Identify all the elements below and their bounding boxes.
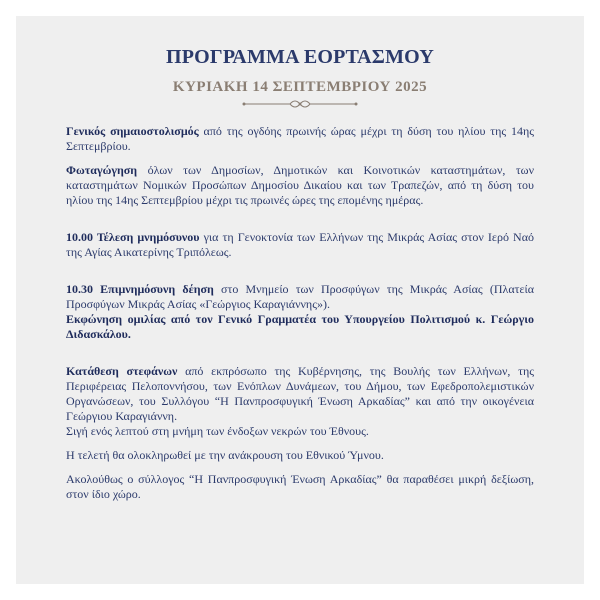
item-anthem: Η τελετή θα ολοκληρωθεί με την ανάκρουση του Εθνικού Ύμνου. <box>66 448 384 462</box>
page-title: ΠΡΟΓΡΑΜΜΑ ΕΟΡΤΑΣΜΟΥ <box>165 46 435 68</box>
decorative-divider-icon <box>240 98 360 110</box>
item-speech: Εκφώνηση ομιλίας από τον Γενικό Γραμματέα του Υπουργείου Πολιτισμού κ. Γεώργιο Διδασκάλου. <box>66 312 534 341</box>
item-prayer: 10.30 Επιμνημόσυνη δέηση στο Μνημείο των Προσφύγων της Μικράς Ασίας (Πλατεία Προσφύγων Μικράς Ασίας «Γεώργιος Καραγιάννης»). <box>66 282 534 311</box>
item-reception: Ακολούθως ο σύλλογος “Η Πανπροσφυγική Ένωση Αρκαδίας” θα παραθέσει μικρή δεξίωση, στον ίδιο χώρο. <box>66 472 534 501</box>
item-memorial-service: 10.00 Τέλεση μνημόσυνου για τη Γενοκτονία των Ελλήνων της Μικράς Ασίας στον Ιερό Ναό της Αγίας Αικατερίνης Τριπόλεως. <box>66 230 534 259</box>
item-flags: Γενικός σημαιοστολισμός από της ογδόης πρωινής ώρας μέχρι τη δύση του ηλίου της 14ης Σεπτεμβρίου. <box>66 124 534 153</box>
program-card <box>16 16 584 584</box>
event-date: ΚΥΡΙΑΚΗ 14 ΣΕΠΤΕΜΒΡΙΟΥ 2025 <box>172 79 428 95</box>
program-body <box>66 124 534 502</box>
item-wreaths: Κατάθεση στεφάνων από εκπρόσωπο της Κυβέρνησης, της Βουλής των Ελλήνων, της Περιφέρειας Πελοποννήσου, των Ενόπλων Δυνάμεων, του Δήμου, των Εφεδροπολεμιστικών Οργανώσεων, του Συλλόγου “Η Πανπροσφυγική Ένωση Αρκαδίας” και από την οικογένεια Γεώργιου Καραγιάννη. <box>66 364 534 423</box>
item-illumination: Φωταγώγηση όλων των Δημοσίων, Δημοτικών και Κοινοτικών καταστημάτων, των καταστημάτων Νομικών Προσώπων Δημοσίου Δικαίου και των Τραπεζών, από τη δύση του ηλίου της 14ης Σεπτεμβρίου μέχρι τις πρωινές ώρες της επομένης ημέρας. <box>66 163 534 207</box>
item-silence: Σιγή ενός λεπτού στη μνήμη των ένδοξων νεκρών του Έθνους. <box>66 424 369 438</box>
